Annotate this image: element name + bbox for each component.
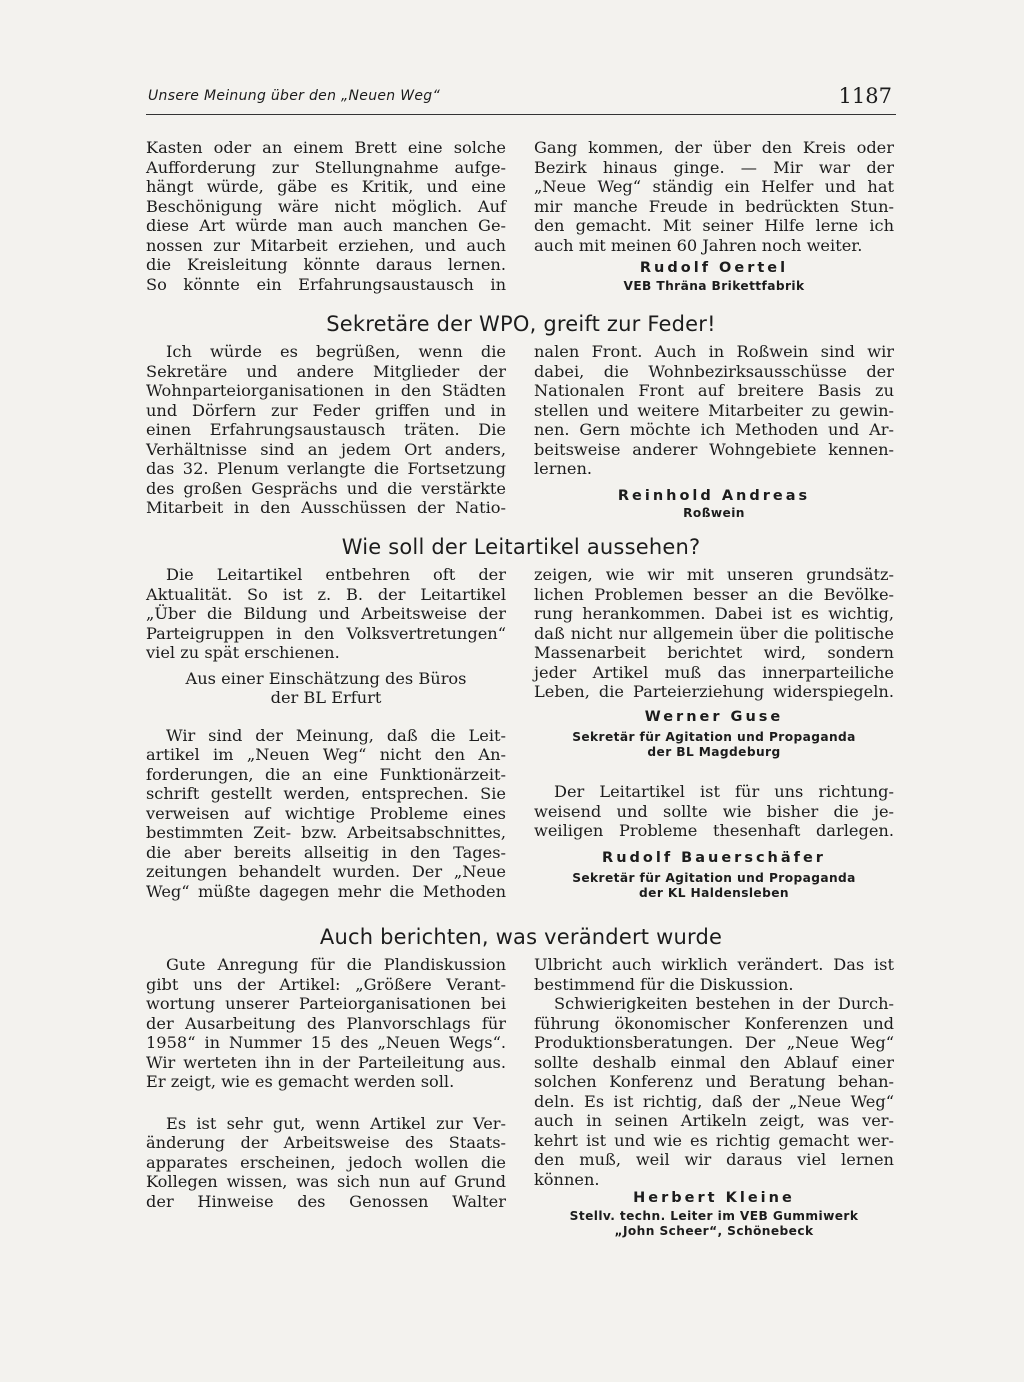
author-rudolf-oertel: Rudolf Oertel: [639, 260, 789, 276]
source-line-2: der BL Erfurt: [270, 688, 382, 707]
text-line: nossen zur Mitarbeit erziehen, und auch: [146, 235, 506, 255]
text-line: sollte deshalb einmal den Ablauf einer: [534, 1052, 894, 1072]
text-line: rung herankommen. Dabei ist es wichtig,: [534, 604, 894, 623]
affiliation-line: Stellv. techn. Leiter im VEB Gummiwerk: [569, 1208, 859, 1223]
text-line: mir manche Freude in bedrückten Stun-: [534, 196, 894, 216]
text-line: die Kreisleitung könnte daraus lernen.: [146, 255, 506, 274]
author-werner-guse: Werner Guse: [644, 708, 784, 725]
affiliation: VEB Thräna Brikettfabrik: [623, 278, 805, 293]
text-line: Wohnparteiorganisationen in den Städten: [146, 381, 506, 400]
affiliation: Roßwein: [683, 506, 745, 520]
text-line: wortung unserer Parteiorganisationen bei: [146, 994, 506, 1013]
text-line: zeigen, wie wir mit unseren grundsätz-: [534, 565, 894, 584]
text-line: die aber bereits allseitig in den Tages-: [146, 842, 506, 862]
s3-right-column: [534, 955, 894, 1239]
text-line: Er zeigt, wie es gemacht werden soll.: [146, 1072, 455, 1091]
source-line-1: Aus einer Einschätzung des Büros: [185, 668, 467, 688]
text-line: gibt uns der Artikel: „Größere Verant-: [146, 974, 506, 994]
author-rudolf-bauerschaefer: Rudolf Bauerschäfer: [602, 849, 826, 866]
heading-auch-berichten: Auch berichten, was verändert wurde: [319, 925, 723, 949]
text-line: bestimmend für die Diskussion.: [534, 974, 794, 994]
text-line: Kasten oder an einem Brett eine solche: [146, 138, 506, 157]
text-line: Gute Anregung für die Plandiskussion: [166, 955, 506, 974]
text-line: lernen.: [534, 459, 593, 478]
s0-left-column: [146, 138, 506, 294]
affiliation-line: der BL Magdeburg: [647, 745, 781, 759]
text-line: des großen Gesprächs und die verstärkte: [146, 478, 506, 498]
text-line: zeitungen behandelt wurden. Der „Neue: [146, 862, 506, 881]
text-line: Ich würde es begrüßen, wenn die: [166, 342, 506, 361]
running-title: Unsere Meinung über den „Neuen Weg“: [148, 88, 441, 104]
text-line: Weg“ müßte dagegen mehr die Methoden: [146, 881, 506, 901]
text-line: 1958“ in Nummer 15 des „Neuen Wegs“.: [146, 1033, 506, 1052]
text-line: beitsweise anderer Wohngebiete kennen-: [534, 439, 894, 459]
heading-leitartikel: Wie soll der Leitartikel aussehen?: [341, 535, 701, 559]
text-line: deln. Es ist richtig, daß der „Neue Weg“: [534, 1091, 894, 1111]
text-line: Leben, die Parteierziehung widerspiegeln.: [534, 682, 894, 701]
text-line: hängt würde, gäbe es Kritik, und eine: [146, 177, 506, 196]
text-line: Kollegen wissen, was sich nun auf Grund: [146, 1172, 506, 1191]
text-line: solchen Konferenz und Beratung behan-: [534, 1072, 894, 1091]
s2-left-column: [146, 565, 506, 901]
page-number: 1187: [838, 84, 892, 108]
text-line: Verhältnisse sind an jedem Ort anders,: [146, 439, 506, 459]
text-line: Mitarbeit in den Ausschüssen der Natio-: [146, 498, 506, 517]
text-line: Der Leitartikel ist für uns richtung-: [554, 782, 894, 801]
text-line: Produktionsberatungen. Der „Neue Weg“: [534, 1033, 894, 1052]
affiliation-line: der KL Haldensleben: [639, 886, 789, 900]
text-line: forderungen, die an eine Funktionärzeit-: [146, 764, 506, 784]
text-line: das 32. Plenum verlangte die Fortsetzung: [146, 459, 506, 478]
text-line: Schwierigkeiten bestehen in der Durch-: [554, 994, 894, 1013]
text-line: stellen und weitere Mitarbeiter zu gewin-: [534, 400, 894, 420]
text-line: „Neue Weg“ ständig ein Helfer und hat: [534, 177, 894, 196]
text-line: auch mit meinen 60 Jahren noch weiter.: [534, 235, 863, 255]
text-line: der Hinweise des Genossen Walter: [146, 1191, 506, 1211]
text-line: artikel im „Neuen Weg“ nicht den An-: [146, 745, 506, 764]
text-line: den muß, weil wir daraus viel lernen: [534, 1150, 894, 1169]
text-line: Sekretäre und andere Mitglieder der: [146, 361, 506, 381]
text-line: verweisen auf wichtige Probleme eines: [146, 803, 506, 823]
text-line: der Ausarbeitung des Planvorschlags für: [146, 1013, 506, 1033]
text-line: weisend und sollte wie bisher die je-: [534, 801, 894, 821]
text-line: Wir sind der Meinung, daß die Leit-: [166, 725, 506, 745]
text-line: änderung der Arbeitsweise des Staats-: [146, 1133, 506, 1152]
text-line: Gang kommen, der über den Kreis oder: [534, 138, 894, 157]
text-line: apparates erscheinen, jedoch wollen die: [146, 1152, 506, 1172]
text-line: können.: [534, 1169, 600, 1189]
text-line: So könnte ein Erfahrungsaustausch in: [146, 274, 506, 294]
affiliation-line: Sekretär für Agitation und Propaganda: [572, 730, 856, 744]
text-line: kehrt ist und wie es richtig gemacht wer-: [534, 1130, 894, 1150]
text-line: nalen Front. Auch in Roßwein sind wir: [534, 342, 894, 361]
text-line: diese Art würde man auch manchen Ge-: [146, 216, 506, 235]
text-line: Aufforderung zur Stellungnahme aufge-: [146, 157, 506, 177]
text-line: Parteigruppen in den Volksvertretungen“: [146, 623, 506, 643]
affiliation-line: Sekretär für Agitation und Propaganda: [572, 871, 856, 885]
text-line: Es ist sehr gut, wenn Artikel zur Ver-: [166, 1113, 506, 1133]
text-line: Bezirk hinaus ginge. — Mir war der: [534, 157, 894, 177]
text-line: Nationalen Front auf breitere Basis zu: [534, 381, 894, 400]
s0-right-column: [534, 138, 894, 294]
text-line: „Über die Bildung und Arbeitsweise der: [146, 604, 506, 623]
text-line: Wir werteten ihn in der Parteileitung aus.: [146, 1052, 506, 1072]
text-line: schrift gestellt werden, entsprechen. Sie: [146, 784, 506, 803]
text-line: nen. Gern möchte ich Methoden und Ar-: [534, 420, 894, 439]
text-line: dabei, die Wohnbezirksausschüsse der: [534, 361, 894, 381]
heading-sekretaere: Sekretäre der WPO, greift zur Feder!: [326, 312, 716, 336]
s1-left-column: [146, 342, 506, 518]
page-header: [146, 84, 896, 115]
text-line: bestimmten Zeit- bzw. Arbeitsabschnittes,: [146, 823, 506, 842]
text-line: einen Erfahrungsaustausch träten. Die: [146, 420, 506, 439]
author-herbert-kleine: Herbert Kleine: [633, 1190, 795, 1206]
text-line: daß nicht nur allgemein über die politische: [534, 623, 894, 643]
text-line: lichen Problemen besser an die Bevölke-: [534, 584, 894, 604]
text-line: Aktualität. So ist z. B. der Leitartikel: [146, 584, 506, 604]
text-line: den gemacht. Mit seiner Hilfe lerne ich: [534, 216, 894, 235]
text-line: weiligen Probleme thesenhaft darlegen.: [534, 821, 894, 840]
text-line: führung ökonomischer Konferenzen und: [534, 1013, 894, 1033]
text-line: viel zu spät erschienen.: [146, 643, 340, 662]
text-line: Beschönigung wäre nicht möglich. Auf: [146, 196, 506, 216]
text-line: jeder Artikel muß das innerparteiliche: [534, 662, 894, 682]
s3-left-column: [146, 955, 506, 1211]
text-line: und Dörfern zur Feder griffen und in: [146, 400, 506, 420]
text-line: Die Leitartikel entbehren oft der: [166, 565, 506, 584]
text-line: Massenarbeit berichtet wird, sondern: [534, 643, 894, 662]
text-line: Ulbricht auch wirklich verändert. Das ist: [534, 955, 894, 974]
author-reinhold-andreas: Reinhold Andreas: [617, 487, 811, 504]
s2-right-column: [534, 565, 894, 901]
affiliation-line: „John Scheer“, Schönebeck: [614, 1223, 814, 1238]
text-line: auch in seinen Artikeln zeigt, was ver-: [534, 1111, 894, 1130]
s1-right-column: [534, 342, 894, 521]
